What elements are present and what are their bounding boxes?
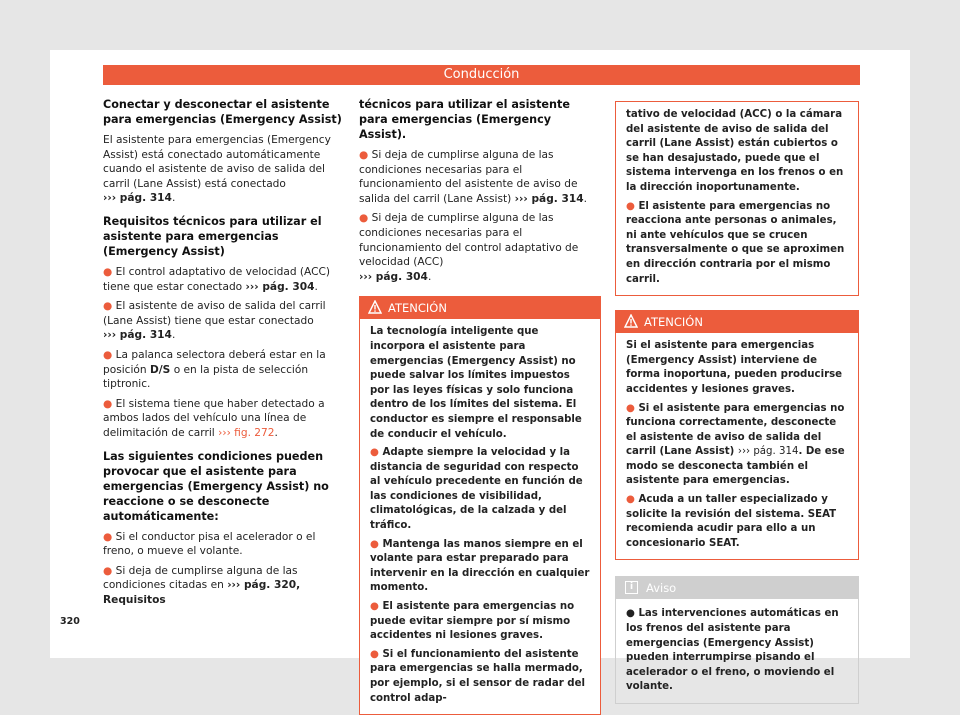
page-number: 320 (60, 616, 80, 627)
page-reference[interactable]: ››› pág. 304 (359, 270, 428, 283)
list-item: ● La palanca selectora deberá estar en la posición D/S o en la pista de selección tiptronic. (103, 348, 326, 391)
warning-title: ATENCIÓN (644, 315, 703, 330)
warning-item: ● Adapte siempre la velocidad y la distancia de seguridad con respecto al vehículo precedente en función de las condiciones de visibilidad, climatológicas, de la calzada y del tráfico. (370, 447, 583, 532)
warning-item: ● Si el asistente para emergencias no funciona correctamente, desconecte el asistente de aviso de salida del carril (Lane Assist) ››› pág. 314. De ese modo se desconecta también el asistente para emergencias. (626, 402, 845, 487)
continued-heading: técnicos para utilizar el asistente para emergencias (Emergency Assist). (359, 98, 570, 141)
page-reference[interactable]: ››› pág. 314 (514, 192, 584, 205)
note-title: Aviso (646, 581, 677, 596)
warning-box (359, 296, 601, 715)
warning-box (615, 310, 859, 560)
heading-requirements: Requisitos técnicos para utilizar el asistente para emergencias (Emergency Assist) (103, 214, 322, 258)
warning-text: tativo de velocidad (ACC) o la cámara del asistente de aviso de salida del carril (Lane Assist) están cubiertos o se han desajustado, puede que el sistema intervenga en los frenos o en la dirección inoportunamente. (626, 109, 844, 193)
warning-text: La tecnología inteligente que incorpora el asistente para emergencias (Emergency Assist) no puede salvar los límites impuestos por las leyes físicas y solo funciona dentro de los límites del sistema. El conductor es siempre el responsable de conducir el vehículo. (370, 326, 582, 440)
page-reference[interactable]: ››› pág. 314 (737, 446, 799, 458)
list-item: ● Si deja de cumplirse alguna de las condiciones necesarias para el funcionamiento del asistente de aviso de salida del carril (Lane Assist) ››› pág. 314. (359, 149, 587, 205)
warning-item: ● El asistente para emergencias no reacciona ante personas o animales, ni ante vehículos que se crucen transversalmente o que se aproximen en dirección contraria por el mismo carril. (626, 200, 845, 285)
note-box (615, 576, 859, 704)
paragraph: El asistente para emergencias (Emergency Assist) está conectado automáticamente cuando el asistente de aviso de salida del carril (Lane Assist) está conectado ››› pág. 314. (103, 134, 331, 205)
warning-item: ● Mantenga las manos siempre en el volante para estar preparado para intervenir en la dirección en cualquier momento. (370, 538, 590, 594)
list-item: ● El sistema tiene que haber detectado a ambos lados del vehículo una línea de delimitación de carril ››› fig. 272. (103, 397, 325, 439)
warning-triangle-icon (624, 314, 638, 328)
heading-conditions: Las siguientes condiciones pueden provocar que el asistente para emergencias (Emergency Assist) no reaccione o se desconecte automáticamente: (103, 449, 329, 523)
manual-page (50, 50, 910, 704)
column-1 (103, 97, 345, 612)
list-item: ● Si deja de cumplirse alguna de las condiciones necesarias para el funcionamiento del control adaptativo de velocidad (ACC) ››› pág. 304. (359, 212, 579, 283)
warning-item: ● El asistente para emergencias no puede evitar siempre por sí mismo accidentes ni lesiones graves. (370, 601, 575, 642)
warning-header (616, 311, 858, 333)
warning-title: ATENCIÓN (388, 301, 447, 316)
warning-text: Si el asistente para emergencias (Emergency Assist) interviene de forma inoportuna, pueden producirse accidentes y lesiones graves. (626, 340, 843, 395)
section-header: Conducción (103, 65, 860, 85)
warning-item: ● Si el funcionamiento del asistente para emergencias se halla mermado, por ejemplo, si el sensor de radar del control adap- (370, 648, 585, 704)
list-item: ● Si deja de cumplirse alguna de las condiciones citadas en ››› pág. 320, Requisitos (103, 564, 301, 606)
warning-item: ● Acuda a un taller especializado y solicite la revisión del sistema. SEAT recomienda acudir para ello a un concesionario SEAT. (626, 494, 837, 549)
note-header (616, 577, 858, 599)
warning-header (360, 297, 600, 319)
list-item: ● El asistente de aviso de salida del carril (Lane Assist) tiene que estar conectado ››› pág. 314. (103, 300, 326, 342)
heading-connect: Conectar y desconectar el asistente para emergencias (Emergency Assist) (103, 98, 342, 126)
page-reference[interactable]: ››› pág. 304 (245, 280, 315, 293)
column-2 (359, 97, 601, 715)
column-3 (615, 97, 859, 704)
page-reference[interactable]: ››› pág. 320, Requisitos (103, 579, 301, 606)
warning-triangle-icon (368, 300, 382, 314)
page-reference[interactable]: ››› pág. 314 (103, 329, 172, 342)
list-item: ● El control adaptativo de velocidad (ACC) tiene que estar conectado ››› pág. 304. (103, 265, 331, 293)
figure-reference[interactable]: ››› fig. 272 (218, 426, 275, 439)
warning-box-continued (615, 101, 859, 296)
page-reference[interactable]: ››› pág. 314 (103, 192, 172, 205)
list-item: ● Si el conductor pisa el acelerador o el freno, o mueve el volante. (103, 530, 316, 558)
note-text: ● Las intervenciones automáticas en los frenos del asistente para emergencias (Emergency Assist) pueden interrumpirse pisando el acelerador o el freno, o moviendo el volante. (626, 608, 839, 693)
info-icon: i (625, 581, 638, 594)
